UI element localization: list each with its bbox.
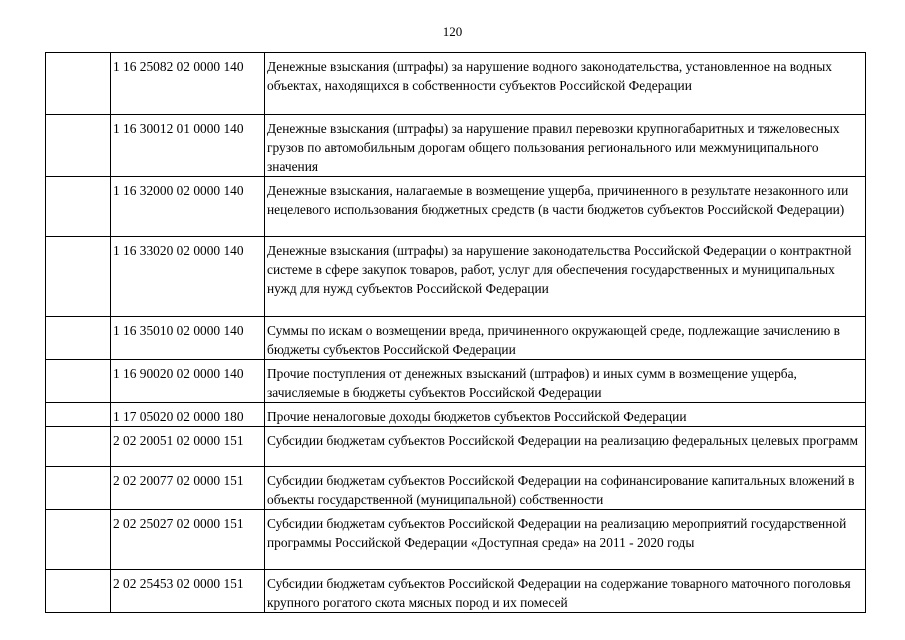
- code-cell: 1 16 33020 02 0000 140: [111, 237, 265, 317]
- code-cell: 2 02 20051 02 0000 151: [111, 427, 265, 467]
- description-cell: Прочие неналоговые доходы бюджетов субъектов Российской Федерации: [265, 403, 866, 427]
- table-row: [46, 427, 866, 467]
- table-row: [46, 53, 866, 115]
- table-row: [46, 360, 866, 403]
- empty-cell: [46, 570, 111, 613]
- empty-cell: [46, 360, 111, 403]
- description-cell: Суммы по искам о возмещении вреда, причиненного окружающей среде, подлежащие зачислению в бюджеты субъектов Российской Федерации: [265, 317, 866, 360]
- empty-cell: [46, 403, 111, 427]
- code-cell: 1 16 90020 02 0000 140: [111, 360, 265, 403]
- empty-cell: [46, 115, 111, 177]
- code-cell: 1 16 30012 01 0000 140: [111, 115, 265, 177]
- table-row: [46, 317, 866, 360]
- table-row: [46, 237, 866, 317]
- code-cell: 2 02 20077 02 0000 151: [111, 467, 265, 510]
- table-row: [46, 570, 866, 613]
- empty-cell: [46, 467, 111, 510]
- empty-cell: [46, 510, 111, 570]
- description-cell: Субсидии бюджетам субъектов Российской Федерации на софинансирование капитальных вложений в объекты государственной (муниципальной) собственности: [265, 467, 866, 510]
- table-row: [46, 403, 866, 427]
- description-cell: Субсидии бюджетам субъектов Российской Федерации на содержание товарного маточного поголовья крупного рогатого скота мясных пород и их помесей: [265, 570, 866, 613]
- description-cell: Денежные взыскания (штрафы) за нарушение правил перевозки крупногабаритных и тяжеловесных грузов по автомобильным дорогам общего пользования регионального или межмуниципального значения: [265, 115, 866, 177]
- page-number: 120: [442, 24, 463, 39]
- description-cell: Денежные взыскания (штрафы) за нарушение водного законодательства, установленное на водных объектах, находящихся в собственности субъектов Российской Федерации: [265, 53, 866, 115]
- empty-cell: [46, 427, 111, 467]
- description-cell: Субсидии бюджетам субъектов Российской Федерации на реализацию федеральных целевых программ: [265, 427, 866, 467]
- code-cell: 1 17 05020 02 0000 180: [111, 403, 265, 427]
- code-cell: 1 16 35010 02 0000 140: [111, 317, 265, 360]
- table-row: [46, 177, 866, 237]
- description-cell: Денежные взыскания (штрафы) за нарушение законодательства Российской Федерации о контрактной системе в сфере закупок товаров, работ, услуг для обеспечения государственных и муниципальных нужд для нужд субъектов Российской Федерации: [265, 237, 866, 317]
- description-cell: Прочие поступления от денежных взысканий (штрафов) и иных сумм в возмещение ущерба, зачисляемые в бюджеты субъектов Российской Федерации: [265, 360, 866, 403]
- table-row: [46, 467, 866, 510]
- empty-cell: [46, 237, 111, 317]
- code-cell: 2 02 25027 02 0000 151: [111, 510, 265, 570]
- budget-codes-table: [45, 52, 866, 613]
- code-cell: 2 02 25453 02 0000 151: [111, 570, 265, 613]
- description-cell: Субсидии бюджетам субъектов Российской Федерации на реализацию мероприятий государственной программы Российской Федерации «Доступная среда» на 2011 - 2020 годы: [265, 510, 866, 570]
- empty-cell: [46, 53, 111, 115]
- empty-cell: [46, 177, 111, 237]
- description-cell: Денежные взыскания, налагаемые в возмещение ущерба, причиненного в результате незаконного или нецелевого использования бюджетных средств (в части бюджетов субъектов Российской Федерации): [265, 177, 866, 237]
- code-cell: 1 16 32000 02 0000 140: [111, 177, 265, 237]
- code-cell: 1 16 25082 02 0000 140: [111, 53, 265, 115]
- table-row: [46, 510, 866, 570]
- empty-cell: [46, 317, 111, 360]
- table-row: [46, 115, 866, 177]
